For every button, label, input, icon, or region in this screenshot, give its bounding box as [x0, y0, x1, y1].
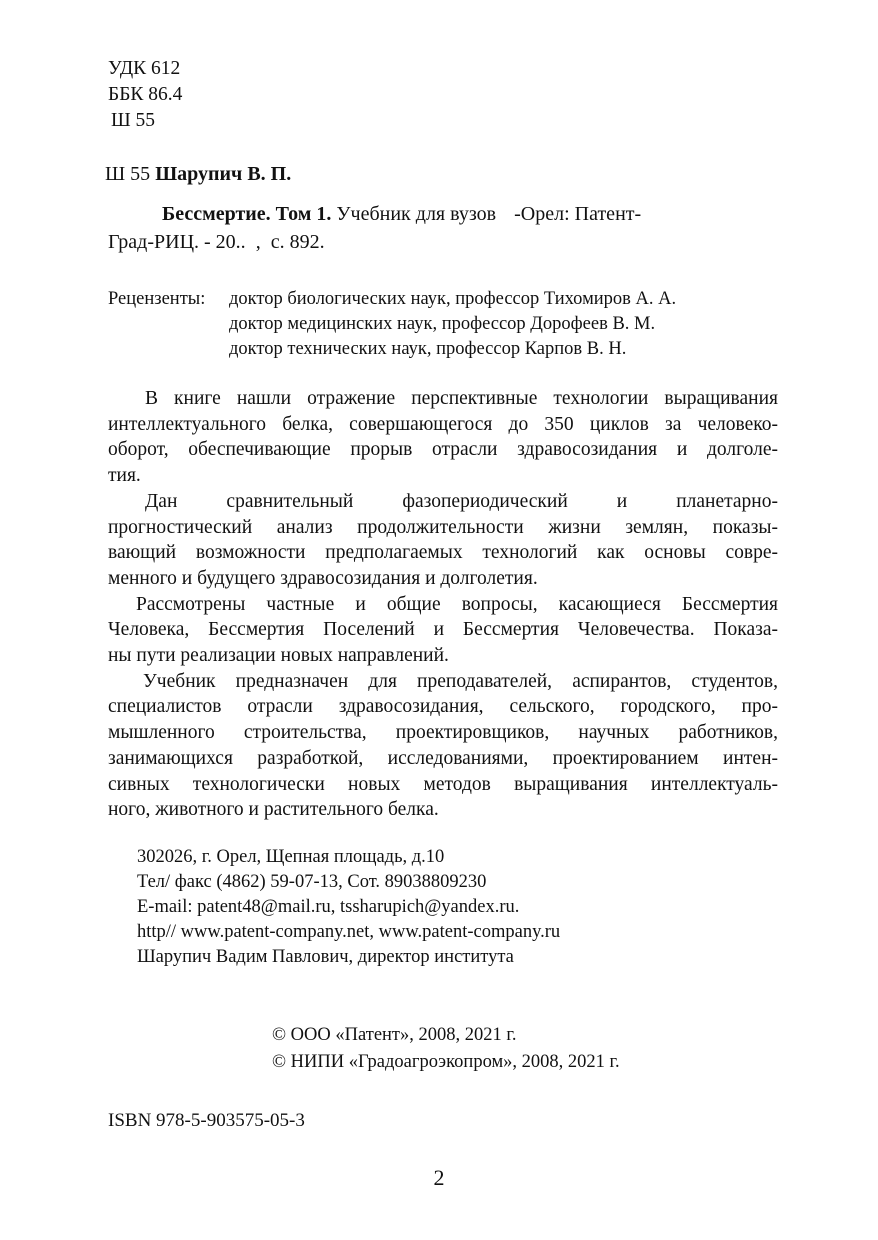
- abstract-line: менного и будущего здравосозидания и долголетия.: [108, 567, 538, 589]
- contact-web: http// www.patent-company.net, www.patent-company.ru: [137, 922, 561, 942]
- abstract-line: Человека, Бессмертия Поселений и Бессмертия Человечества. Показа-: [108, 619, 778, 641]
- abstract-paragraph-1: [108, 386, 778, 489]
- book-title: Бессмертие. Том 1.: [162, 203, 332, 225]
- abstract-line: занимающихся разработкой, исследованиями, проектированием интен-: [108, 747, 778, 769]
- abstract-paragraph-3: [108, 592, 778, 669]
- author-mark-code: Ш 55: [111, 110, 156, 131]
- abstract-line: прогностический анализ продолжительности жизни землян, показы-: [108, 516, 778, 538]
- abstract-line: интеллектуального белка, совершающегося до 350 циклов за человеко-: [108, 413, 778, 435]
- abstract-line: В книге нашли отражение перспективные технологии выращивания: [145, 388, 778, 409]
- abstract-line: оборот, обеспечивающие прорыв отрасли здравосозидания и долголе-: [108, 439, 778, 461]
- reviewers-block: [108, 287, 676, 362]
- abstract-line: Дан сравнительный фазопериодический и планетарно-: [145, 490, 778, 512]
- abstract-paragraph-2: [108, 489, 778, 592]
- contacts-block: [137, 845, 560, 970]
- title-line-1: [162, 202, 641, 227]
- abstract-line: ного, животного и растительного белка.: [108, 799, 439, 821]
- title-description: Учебник для вузов: [336, 203, 497, 225]
- reviewers-label: Рецензенты:: [108, 289, 206, 309]
- contact-director: Шарупич Вадим Павлович, директор института: [137, 947, 514, 967]
- title-publisher: -Орел: Патент-: [514, 203, 642, 225]
- bbk-code: ББК 86.4: [108, 84, 183, 105]
- udk-code: УДК 612: [108, 58, 181, 79]
- author-name: Шарупич В. П.: [155, 163, 292, 185]
- page-number: 2: [433, 1165, 445, 1190]
- abstract: [108, 386, 778, 823]
- copyright-line: © ООО «Патент», 2008, 2021 г.: [272, 1025, 517, 1045]
- contact-address: 302026, г. Орел, Щепная площадь, д.10: [137, 847, 445, 867]
- contact-phone: Тел/ факс (4862) 59-07-13, Сот. 89038809230: [137, 872, 487, 892]
- isbn: ISBN 978-5-903575-05-3: [108, 1110, 305, 1131]
- classification-codes: [108, 56, 182, 134]
- title-comma: ,: [255, 231, 261, 253]
- reviewer-item: доктор технических наук, профессор Карпов В. Н.: [229, 339, 627, 359]
- title-line-2: [108, 230, 325, 255]
- abstract-line: Учебник предназначен для преподавателей, аспирантов, студентов,: [143, 670, 778, 692]
- abstract-line: мышленного строительства, проектировщиков, научных работников,: [108, 722, 778, 744]
- copyright-line: © НИПИ «Градоагроэкопром», 2008, 2021 г.: [272, 1052, 620, 1072]
- abstract-line: ны пути реализации новых направлений.: [108, 645, 449, 667]
- reviewer-item: доктор биологических наук, профессор Тихомиров А. А.: [229, 289, 677, 309]
- contact-email: E-mail: patent48@mail.ru, tssharupich@yandex.ru.: [137, 897, 520, 917]
- abstract-line: вающий возможности предполагаемых технологий как основы совре-: [108, 542, 778, 564]
- author-line: [105, 162, 291, 187]
- title-publisher-cont: Град-РИЦ. - 20..: [108, 231, 246, 253]
- reviewer-item: доктор медицинских наук, профессор Дорофеев В. М.: [229, 314, 656, 334]
- abstract-line: специалистов отрасли здравосозидания, сельского, городского, про-: [108, 696, 778, 718]
- abstract-line: сивных технологически новых методов выращивания интеллектуаль-: [108, 773, 778, 795]
- author-mark: Ш 55: [105, 163, 151, 185]
- copyright-block: [272, 1022, 620, 1076]
- abstract-line: Рассмотрены частные и общие вопросы, касающиеся Бессмертия: [136, 593, 778, 615]
- abstract-paragraph-4: [108, 669, 778, 823]
- abstract-line: тия.: [108, 465, 141, 487]
- title-pages: с. 892.: [270, 231, 325, 253]
